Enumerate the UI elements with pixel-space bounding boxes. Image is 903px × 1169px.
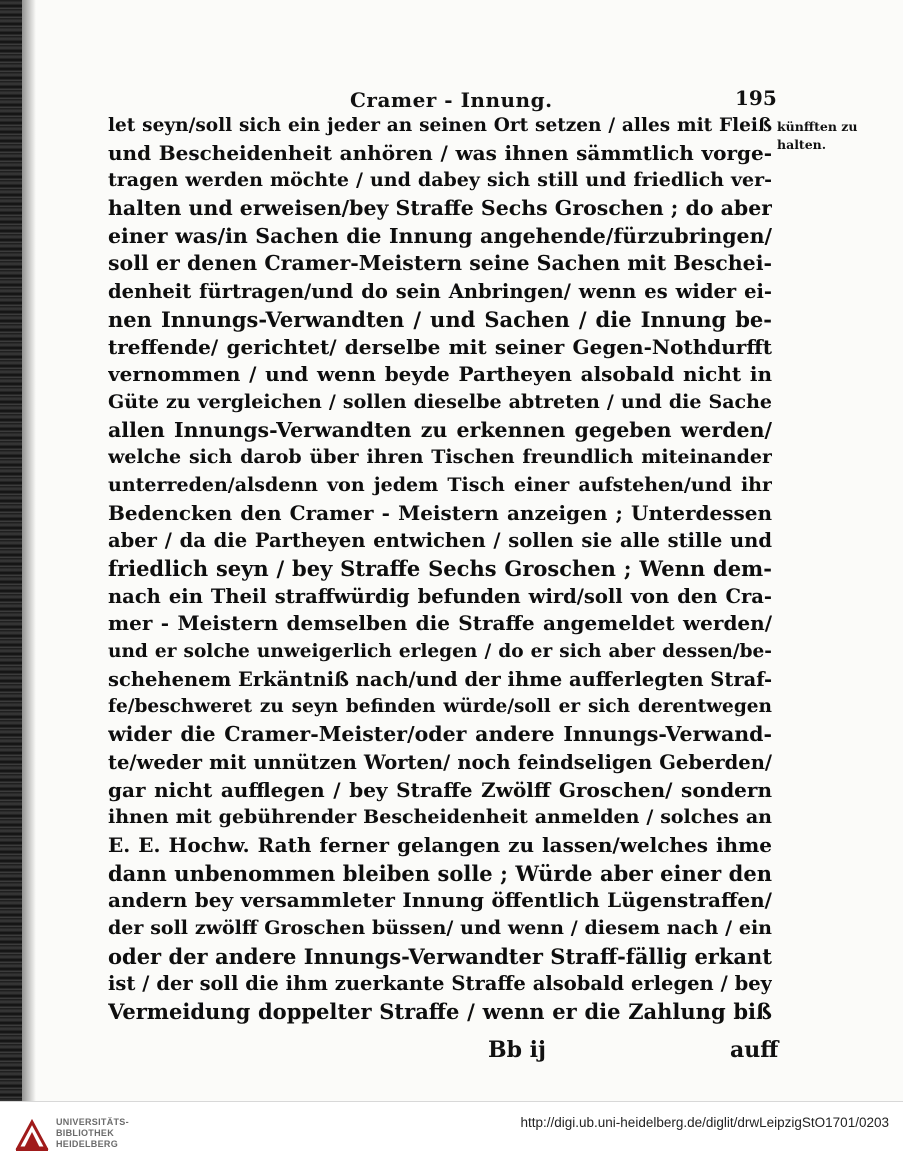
text-line: fe/beschweret zu seyn befinden würde/soll er sich derentwegen (108, 696, 772, 718)
text-line: schehenem Erkäntniß nach/und der ihme aufferlegten Straf- (108, 667, 772, 691)
text-line: welche sich darob über ihren Tischen freundlich miteinander (108, 446, 772, 469)
body-text (108, 112, 772, 1026)
text-line: oder der andere Innungs-Verwandter Straff-fällig erkant (108, 943, 772, 969)
text-line: te/weder mit unnützen Worten/ noch feindseligen Geberden/ (108, 750, 772, 774)
text-line: nach ein Theil straffwürdig befunden wird/soll von den Cra- (108, 584, 772, 608)
text-line: friedlich seyn / bey Straffe Sechs Groschen ; Wenn dem- (108, 556, 772, 581)
text-line: einer was/in Sachen die Innung angehende/fürzubringen/ (108, 223, 772, 248)
text-line: unterreden/alsdenn von jedem Tisch einer aufstehen/und ihr (108, 473, 772, 496)
text-line: halten und erweisen/bey Straffe Sechs Groschen ; do aber (108, 196, 772, 221)
text-line: andern bey versammleter Innung öffentlich Lügenstraffen/ (108, 888, 772, 913)
text-line: dann unbenommen bleiben solle ; Würde aber einer den (108, 860, 772, 886)
book-spine-edge (0, 0, 22, 1101)
text-line: Bedencken den Cramer - Meistern anzeigen ; Unterdessen (108, 500, 772, 525)
text-line: treffende/ gerichtet/ derselbe mit seiner Gegen-Nothdurfft (108, 334, 772, 359)
text-line: Güte zu vergleichen / sollen dieselbe abtreten / und die Sache (108, 390, 772, 413)
text-line: ist / der soll die ihm zuerkante Straffe alsobald erlegen / bey (108, 972, 772, 996)
text-line: vernommen / und wenn beyde Partheyen alsobald nicht in (108, 362, 772, 387)
gutter-shadow (22, 0, 36, 1101)
text-line: tragen werden möchte / und dabey sich still und friedlich ver- (108, 169, 772, 192)
library-logo-icon (14, 1118, 50, 1152)
text-line: der soll zwölff Groschen büssen/ und wenn / diesem nach / ein (108, 916, 772, 939)
library-name-line: BIBLIOTHEK (56, 1128, 114, 1138)
text-line: allen Innungs-Verwandten zu erkennen gegeben werden/ (108, 417, 772, 442)
text-line: und Bescheidenheit anhören / was ihnen sämmtlich vorge- (108, 140, 772, 165)
source-url-link[interactable]: http://digi.ub.uni-heidelberg.de/diglit/drwLeipzigStO1701/0203 (520, 1115, 889, 1130)
text-line: aber / da die Partheyen entwichen / sollen sie alle stille und (108, 529, 772, 553)
running-head: Cramer - Innung. (350, 88, 553, 112)
margin-note (777, 118, 858, 154)
text-line: und er solche unweigerlich erlegen / do er sich aber dessen/be- (108, 641, 772, 663)
footer-bar (0, 1101, 903, 1169)
text-line: nen Innungs-Verwandten / und Sachen / die Innung be- (108, 306, 772, 332)
text-line: mer - Meistern demselben die Straffe angemeldet werden/ (108, 611, 772, 636)
catchword: auff (730, 1037, 779, 1063)
library-name (56, 1117, 129, 1150)
library-name-line: HEIDELBERG (56, 1139, 119, 1149)
text-line: denheit fürtragen/und do sein Anbringen/ wenn es wider ei- (108, 280, 772, 304)
page-number: 195 (735, 86, 777, 110)
text-line: Vermeidung doppelter Straffe / wenn er die Zahlung biß (108, 999, 772, 1024)
margin-note-line: halten. (777, 137, 827, 152)
text-line: E. E. Hochw. Rath ferner gelangen zu lassen/welches ihme (108, 832, 772, 857)
text-line: soll er denen Cramer-Meistern seine Sachen mit Beschei- (108, 251, 772, 276)
text-line: wider die Cramer-Meister/oder andere Innungs-Verwand- (108, 722, 772, 747)
margin-note-line: künfften zu (777, 119, 858, 134)
library-name-line: UNIVERSITÄTS- (56, 1117, 129, 1127)
text-line: gar nicht aufflegen / bey Straffe Zwölff Groschen/ sondern (108, 777, 772, 802)
text-line: let seyn/soll sich ein jeder an seinen Ort setzen / alles mit Fleiß (108, 115, 772, 136)
signature-mark: Bb ij (488, 1037, 546, 1063)
text-line: ihnen mit gebührender Bescheidenheit anmelden / solches an (108, 806, 772, 829)
